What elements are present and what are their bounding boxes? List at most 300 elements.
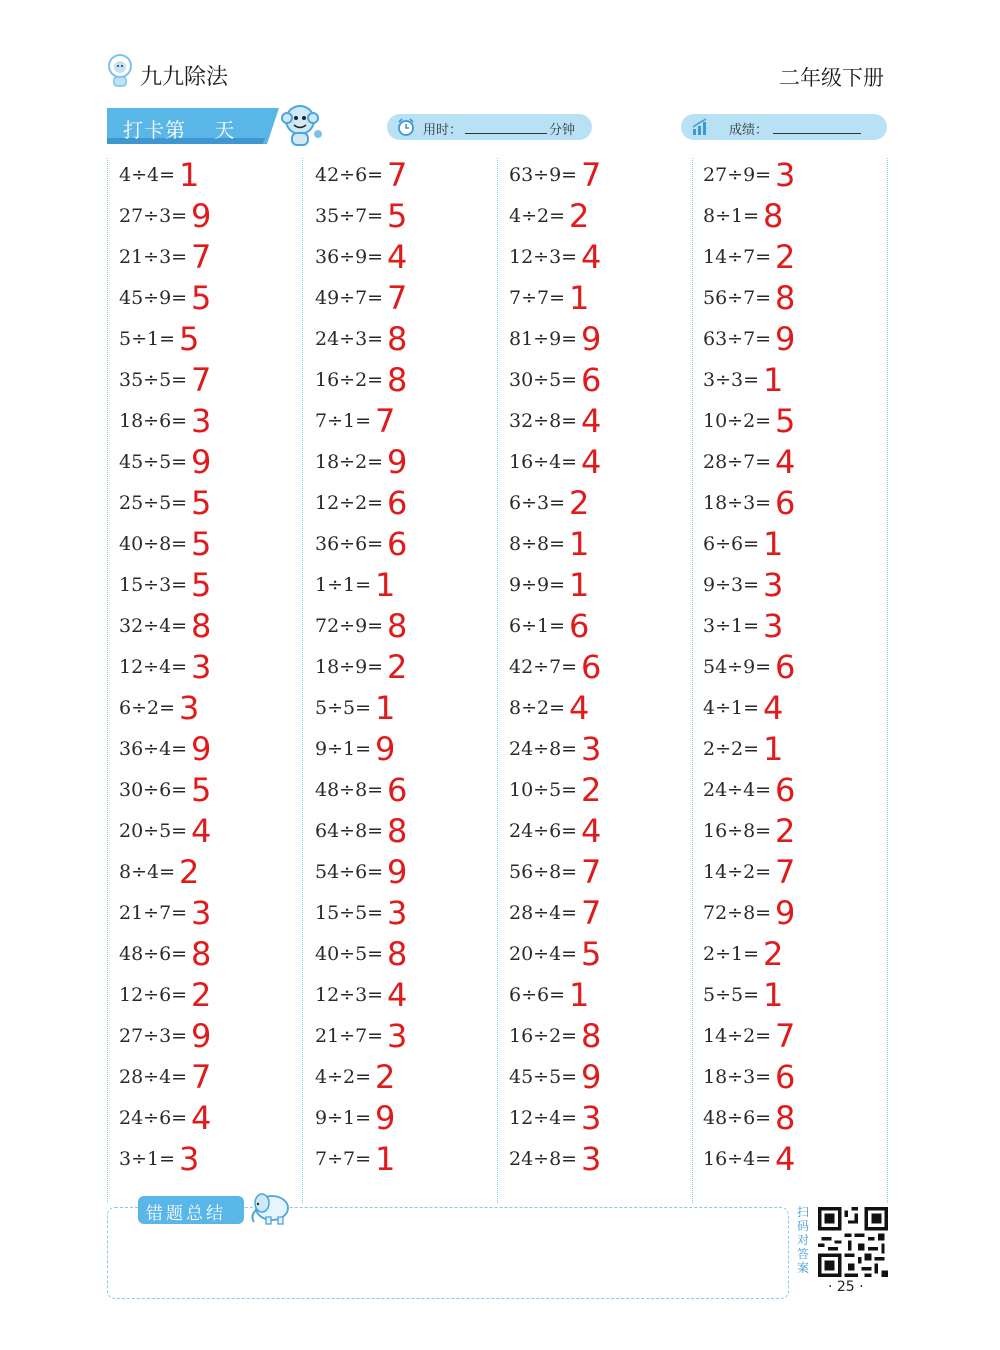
- problem-row: [303, 322, 498, 363]
- division-problem: 24÷4=: [703, 779, 772, 801]
- problem-row: [303, 1060, 498, 1101]
- division-problem: 12÷3=: [315, 984, 384, 1006]
- division-problem: 36÷4=: [119, 738, 188, 760]
- handwritten-answer[interactable]: 3: [191, 648, 212, 686]
- division-problem: 10÷5=: [509, 779, 578, 801]
- division-problem: 56÷8=: [509, 861, 578, 883]
- problem-grid: [107, 158, 888, 1203]
- problem-row: [691, 322, 886, 363]
- handwritten-answer[interactable]: 9: [775, 894, 796, 932]
- problem-row: [497, 978, 692, 1019]
- problem-row: [691, 1101, 886, 1142]
- handwritten-answer[interactable]: 3: [775, 156, 796, 194]
- division-problem: 72÷8=: [703, 902, 772, 924]
- problem-row: [497, 404, 692, 445]
- problem-row: [691, 445, 886, 486]
- handwritten-answer[interactable]: 1: [763, 976, 784, 1014]
- problem-row: [497, 650, 692, 691]
- time-blank[interactable]: [465, 133, 547, 134]
- division-problem: 1÷1=: [315, 574, 372, 596]
- handwritten-answer[interactable]: 8: [581, 1017, 602, 1055]
- handwritten-answer[interactable]: 9: [581, 320, 602, 358]
- handwritten-answer[interactable]: 4: [387, 238, 408, 276]
- division-problem: 10÷2=: [703, 410, 772, 432]
- handwritten-answer[interactable]: 9: [387, 443, 408, 481]
- division-problem: 36÷9=: [315, 246, 384, 268]
- handwritten-answer[interactable]: 3: [387, 1017, 408, 1055]
- problem-row: [497, 527, 692, 568]
- problem-row: [107, 732, 302, 773]
- checkin-badge: [107, 108, 279, 144]
- problem-row: [497, 363, 692, 404]
- division-problem: 18÷3=: [703, 1066, 772, 1088]
- division-problem: 56÷7=: [703, 287, 772, 309]
- problem-row: [691, 773, 886, 814]
- handwritten-answer[interactable]: 7: [387, 156, 408, 194]
- handwritten-answer[interactable]: 7: [387, 279, 408, 317]
- problem-row: [107, 773, 302, 814]
- handwritten-answer[interactable]: 6: [387, 484, 408, 522]
- handwritten-answer[interactable]: 4: [387, 976, 408, 1014]
- problem-row: [303, 363, 498, 404]
- handwritten-answer[interactable]: 6: [387, 771, 408, 809]
- problem-row: [497, 1101, 692, 1142]
- handwritten-answer[interactable]: 1: [763, 730, 784, 768]
- division-problem: 30÷6=: [119, 779, 188, 801]
- problem-row: [691, 978, 886, 1019]
- handwritten-answer[interactable]: 3: [179, 689, 200, 727]
- handwritten-answer[interactable]: 2: [775, 812, 796, 850]
- problem-row: [691, 568, 886, 609]
- problem-row: [497, 609, 692, 650]
- problem-row: [691, 1019, 886, 1060]
- division-problem: 21÷3=: [119, 246, 188, 268]
- problem-row: [497, 1019, 692, 1060]
- handwritten-answer[interactable]: 4: [191, 812, 212, 850]
- handwritten-answer[interactable]: 4: [581, 443, 602, 481]
- problem-row: [107, 527, 302, 568]
- division-problem: 8÷2=: [509, 697, 566, 719]
- handwritten-answer[interactable]: 8: [387, 935, 408, 973]
- problem-row: [691, 609, 886, 650]
- division-problem: 7÷7=: [509, 287, 566, 309]
- division-problem: 24÷3=: [315, 328, 384, 350]
- problem-row: [303, 937, 498, 978]
- handwritten-answer[interactable]: 8: [387, 812, 408, 850]
- problem-row: [107, 1019, 302, 1060]
- problem-row: [107, 158, 302, 199]
- handwritten-answer[interactable]: 9: [375, 1099, 396, 1137]
- division-problem: 16÷2=: [315, 369, 384, 391]
- handwritten-answer[interactable]: 2: [775, 238, 796, 276]
- problem-row: [303, 732, 498, 773]
- handwritten-answer[interactable]: 7: [775, 1017, 796, 1055]
- problem-row: [107, 1060, 302, 1101]
- problem-row: [107, 691, 302, 732]
- handwritten-answer[interactable]: 2: [387, 648, 408, 686]
- division-problem: 5÷5=: [315, 697, 372, 719]
- problem-row: [497, 240, 692, 281]
- division-problem: 5÷1=: [119, 328, 176, 350]
- division-problem: 45÷5=: [509, 1066, 578, 1088]
- division-problem: 8÷8=: [509, 533, 566, 555]
- problem-row: [497, 896, 692, 937]
- problem-row: [303, 445, 498, 486]
- handwritten-answer[interactable]: 9: [375, 730, 396, 768]
- handwritten-answer[interactable]: 1: [375, 566, 396, 604]
- handwritten-answer[interactable]: 6: [387, 525, 408, 563]
- problem-row: [303, 1101, 498, 1142]
- problem-row: [303, 158, 498, 199]
- problem-row: [691, 896, 886, 937]
- division-problem: 15÷5=: [315, 902, 384, 924]
- division-problem: 24÷8=: [509, 738, 578, 760]
- division-problem: 4÷1=: [703, 697, 760, 719]
- problem-row: [107, 281, 302, 322]
- division-problem: 48÷6=: [703, 1107, 772, 1129]
- division-problem: 18÷2=: [315, 451, 384, 473]
- problem-row: [691, 650, 886, 691]
- handwritten-answer[interactable]: 3: [191, 402, 212, 440]
- handwritten-answer[interactable]: 7: [775, 853, 796, 891]
- division-problem: 6÷1=: [509, 615, 566, 637]
- division-problem: 3÷3=: [703, 369, 760, 391]
- handwritten-answer[interactable]: 6: [569, 607, 590, 645]
- problem-row: [691, 158, 886, 199]
- problem-row: [691, 281, 886, 322]
- handwritten-answer[interactable]: 1: [569, 279, 590, 317]
- handwritten-answer[interactable]: 1: [569, 566, 590, 604]
- handwritten-answer[interactable]: 3: [763, 566, 784, 604]
- handwritten-answer[interactable]: 6: [775, 771, 796, 809]
- problem-row: [691, 363, 886, 404]
- division-problem: 14÷7=: [703, 246, 772, 268]
- division-problem: 9÷1=: [315, 738, 372, 760]
- division-problem: 12÷3=: [509, 246, 578, 268]
- handwritten-answer[interactable]: 5: [581, 935, 602, 973]
- division-problem: 54÷6=: [315, 861, 384, 883]
- problem-row: [691, 937, 886, 978]
- handwritten-answer[interactable]: 2: [581, 771, 602, 809]
- division-problem: 6÷3=: [509, 492, 566, 514]
- division-problem: 64÷8=: [315, 820, 384, 842]
- problem-row: [691, 199, 886, 240]
- page-title: 九九除法: [140, 65, 229, 90]
- problem-row: [107, 199, 302, 240]
- clock-icon: [397, 118, 415, 136]
- problem-row: [303, 978, 498, 1019]
- handwritten-answer[interactable]: 2: [569, 484, 590, 522]
- handwritten-answer[interactable]: 8: [387, 607, 408, 645]
- division-problem: 27÷3=: [119, 205, 188, 227]
- problem-row: [107, 363, 302, 404]
- division-problem: 4÷2=: [509, 205, 566, 227]
- handwritten-answer[interactable]: 5: [191, 279, 212, 317]
- problem-row: [691, 486, 886, 527]
- handwritten-answer[interactable]: 9: [191, 730, 212, 768]
- division-problem: 8÷1=: [703, 205, 760, 227]
- handwritten-answer[interactable]: 3: [387, 894, 408, 932]
- division-problem: 32÷8=: [509, 410, 578, 432]
- handwritten-answer[interactable]: 8: [191, 935, 212, 973]
- problem-row: [303, 240, 498, 281]
- division-problem: 2÷2=: [703, 738, 760, 760]
- division-problem: 5÷5=: [703, 984, 760, 1006]
- handwritten-answer[interactable]: 9: [387, 853, 408, 891]
- score-field[interactable]: [681, 114, 887, 140]
- division-problem: 18÷9=: [315, 656, 384, 678]
- handwritten-answer[interactable]: 2: [191, 976, 212, 1014]
- division-problem: 25÷5=: [119, 492, 188, 514]
- problem-row: [497, 814, 692, 855]
- handwritten-answer[interactable]: 2: [763, 935, 784, 973]
- time-field[interactable]: [387, 114, 592, 140]
- problem-row: [497, 855, 692, 896]
- problem-row: [107, 568, 302, 609]
- handwritten-answer[interactable]: 8: [775, 279, 796, 317]
- division-problem: 18÷3=: [703, 492, 772, 514]
- problem-row: [691, 404, 886, 445]
- division-problem: 48÷8=: [315, 779, 384, 801]
- division-problem: 4÷2=: [315, 1066, 372, 1088]
- division-problem: 72÷9=: [315, 615, 384, 637]
- division-problem: 14÷2=: [703, 1025, 772, 1047]
- division-problem: 12÷2=: [315, 492, 384, 514]
- handwritten-answer[interactable]: 3: [581, 1140, 602, 1178]
- division-problem: 21÷7=: [315, 1025, 384, 1047]
- score-label: 成绩：: [729, 123, 769, 138]
- division-problem: 27÷9=: [703, 164, 772, 186]
- problem-row: [691, 814, 886, 855]
- problem-row: [303, 773, 498, 814]
- division-problem: 16÷4=: [703, 1148, 772, 1170]
- division-problem: 15÷3=: [119, 574, 188, 596]
- problem-row: [497, 691, 692, 732]
- division-problem: 18÷6=: [119, 410, 188, 432]
- division-problem: 3÷1=: [703, 615, 760, 637]
- division-problem: 40÷5=: [315, 943, 384, 965]
- handwritten-answer[interactable]: 9: [191, 197, 212, 235]
- division-problem: 9÷1=: [315, 1107, 372, 1129]
- division-problem: 35÷5=: [119, 369, 188, 391]
- division-problem: 40÷8=: [119, 533, 188, 555]
- problem-row: [107, 404, 302, 445]
- division-problem: 4÷4=: [119, 164, 176, 186]
- problem-row: [303, 691, 498, 732]
- problem-row: [107, 609, 302, 650]
- problem-row: [497, 732, 692, 773]
- division-problem: 20÷4=: [509, 943, 578, 965]
- division-problem: 6÷2=: [119, 697, 176, 719]
- handwritten-answer[interactable]: 6: [775, 484, 796, 522]
- division-problem: 54÷9=: [703, 656, 772, 678]
- handwritten-answer[interactable]: 9: [775, 320, 796, 358]
- problem-row: [107, 855, 302, 896]
- qr-code-icon[interactable]: [818, 1207, 888, 1277]
- handwritten-answer[interactable]: 5: [191, 566, 212, 604]
- problem-row: [497, 322, 692, 363]
- page-number: · 25 ·: [828, 1279, 864, 1295]
- division-problem: 48÷6=: [119, 943, 188, 965]
- problem-row: [303, 404, 498, 445]
- problem-row: [303, 1142, 498, 1183]
- handwritten-answer[interactable]: 5: [191, 771, 212, 809]
- division-problem: 45÷5=: [119, 451, 188, 473]
- handwritten-answer[interactable]: 7: [581, 894, 602, 932]
- division-problem: 28÷4=: [509, 902, 578, 924]
- handwritten-answer[interactable]: 4: [763, 689, 784, 727]
- handwritten-answer[interactable]: 7: [581, 156, 602, 194]
- handwritten-answer[interactable]: 1: [763, 361, 784, 399]
- handwritten-answer[interactable]: 2: [569, 197, 590, 235]
- problem-row: [107, 978, 302, 1019]
- handwritten-answer[interactable]: 7: [191, 238, 212, 276]
- problem-row: [303, 199, 498, 240]
- handwritten-answer[interactable]: 3: [581, 1099, 602, 1137]
- handwritten-answer[interactable]: 4: [775, 1140, 796, 1178]
- division-problem: 14÷2=: [703, 861, 772, 883]
- problem-row: [107, 445, 302, 486]
- problem-row: [303, 896, 498, 937]
- division-problem: 28÷4=: [119, 1066, 188, 1088]
- lion-logo-icon: [106, 52, 134, 88]
- handwritten-answer[interactable]: 3: [763, 607, 784, 645]
- handwritten-answer[interactable]: 2: [179, 853, 200, 891]
- problem-row: [107, 322, 302, 363]
- division-problem: 24÷6=: [509, 820, 578, 842]
- elephant-icon: [246, 1188, 294, 1226]
- problem-row: [691, 1060, 886, 1101]
- problem-row: [497, 773, 692, 814]
- division-problem: 45÷9=: [119, 287, 188, 309]
- grade-label: 二年级下册: [779, 66, 884, 90]
- division-problem: 28÷7=: [703, 451, 772, 473]
- problem-row: [303, 568, 498, 609]
- problem-row: [303, 814, 498, 855]
- problem-row: [107, 240, 302, 281]
- problem-row: [497, 1060, 692, 1101]
- handwritten-answer[interactable]: 7: [191, 1058, 212, 1096]
- handwritten-answer[interactable]: 3: [581, 730, 602, 768]
- handwritten-answer[interactable]: 5: [179, 320, 200, 358]
- problem-row: [303, 1019, 498, 1060]
- handwritten-answer[interactable]: 9: [581, 1058, 602, 1096]
- handwritten-answer[interactable]: 1: [375, 1140, 396, 1178]
- division-problem: 27÷3=: [119, 1025, 188, 1047]
- problem-row: [497, 937, 692, 978]
- problem-row: [497, 445, 692, 486]
- division-problem: 42÷7=: [509, 656, 578, 678]
- division-problem: 7÷7=: [315, 1148, 372, 1170]
- division-problem: 30÷5=: [509, 369, 578, 391]
- division-problem: 2÷1=: [703, 943, 760, 965]
- handwritten-answer[interactable]: 1: [569, 976, 590, 1014]
- problem-row: [107, 937, 302, 978]
- handwritten-answer[interactable]: 4: [569, 689, 590, 727]
- handwritten-answer[interactable]: 5: [191, 484, 212, 522]
- problem-row: [107, 814, 302, 855]
- problem-row: [691, 527, 886, 568]
- handwritten-answer[interactable]: 5: [387, 197, 408, 235]
- division-problem: 36÷6=: [315, 533, 384, 555]
- division-problem: 7÷1=: [315, 410, 372, 432]
- handwritten-answer[interactable]: 5: [191, 525, 212, 563]
- handwritten-answer[interactable]: 6: [775, 1058, 796, 1096]
- handwritten-answer[interactable]: 7: [581, 853, 602, 891]
- handwritten-answer[interactable]: 1: [763, 525, 784, 563]
- division-problem: 16÷2=: [509, 1025, 578, 1047]
- handwritten-answer[interactable]: 3: [179, 1140, 200, 1178]
- handwritten-answer[interactable]: 7: [375, 402, 396, 440]
- handwritten-answer[interactable]: 5: [775, 402, 796, 440]
- problem-row: [497, 199, 692, 240]
- mistake-summary-label: 错题总结: [146, 1204, 226, 1224]
- handwritten-answer[interactable]: 8: [775, 1099, 796, 1137]
- grid-border-right: [887, 158, 888, 1203]
- handwritten-answer[interactable]: 9: [191, 1017, 212, 1055]
- problem-row: [497, 568, 692, 609]
- handwritten-answer[interactable]: 8: [387, 361, 408, 399]
- handwritten-answer[interactable]: 8: [191, 607, 212, 645]
- problem-row: [691, 691, 886, 732]
- problem-row: [691, 1142, 886, 1183]
- problem-row: [107, 1142, 302, 1183]
- problem-row: [691, 855, 886, 896]
- handwritten-answer[interactable]: 6: [581, 648, 602, 686]
- handwritten-answer[interactable]: 8: [387, 320, 408, 358]
- handwritten-answer[interactable]: 6: [581, 361, 602, 399]
- handwritten-answer[interactable]: 7: [191, 361, 212, 399]
- scan-answer-label: 扫码对答案: [797, 1205, 810, 1275]
- problem-row: [303, 527, 498, 568]
- division-problem: 6÷6=: [703, 533, 760, 555]
- problem-row: [303, 486, 498, 527]
- division-problem: 9÷9=: [509, 574, 566, 596]
- checkin-label: 打卡第 天: [123, 118, 236, 142]
- handwritten-answer[interactable]: 2: [375, 1058, 396, 1096]
- handwritten-answer[interactable]: 4: [581, 812, 602, 850]
- handwritten-answer[interactable]: 4: [581, 238, 602, 276]
- handwritten-answer[interactable]: 4: [191, 1099, 212, 1137]
- problem-row: [303, 855, 498, 896]
- handwritten-answer[interactable]: 4: [775, 443, 796, 481]
- division-problem: 42÷6=: [315, 164, 384, 186]
- problem-row: [691, 732, 886, 773]
- time-label: 用时：: [423, 123, 463, 138]
- handwritten-answer[interactable]: 4: [581, 402, 602, 440]
- division-problem: 24÷6=: [119, 1107, 188, 1129]
- score-blank[interactable]: [773, 133, 861, 134]
- division-problem: 16÷8=: [703, 820, 772, 842]
- problem-row: [107, 896, 302, 937]
- handwritten-answer[interactable]: 3: [191, 894, 212, 932]
- division-problem: 9÷3=: [703, 574, 760, 596]
- problem-row: [303, 609, 498, 650]
- handwritten-answer[interactable]: 9: [191, 443, 212, 481]
- handwritten-answer[interactable]: 1: [179, 156, 200, 194]
- division-problem: 49÷7=: [315, 287, 384, 309]
- problem-row: [497, 486, 692, 527]
- division-problem: 20÷5=: [119, 820, 188, 842]
- handwritten-answer[interactable]: 1: [569, 525, 590, 563]
- division-problem: 8÷4=: [119, 861, 176, 883]
- division-problem: 12÷4=: [119, 656, 188, 678]
- handwritten-answer[interactable]: 8: [763, 197, 784, 235]
- handwritten-answer[interactable]: 1: [375, 689, 396, 727]
- division-problem: 63÷7=: [703, 328, 772, 350]
- handwritten-answer[interactable]: 6: [775, 648, 796, 686]
- chart-icon: [691, 118, 709, 136]
